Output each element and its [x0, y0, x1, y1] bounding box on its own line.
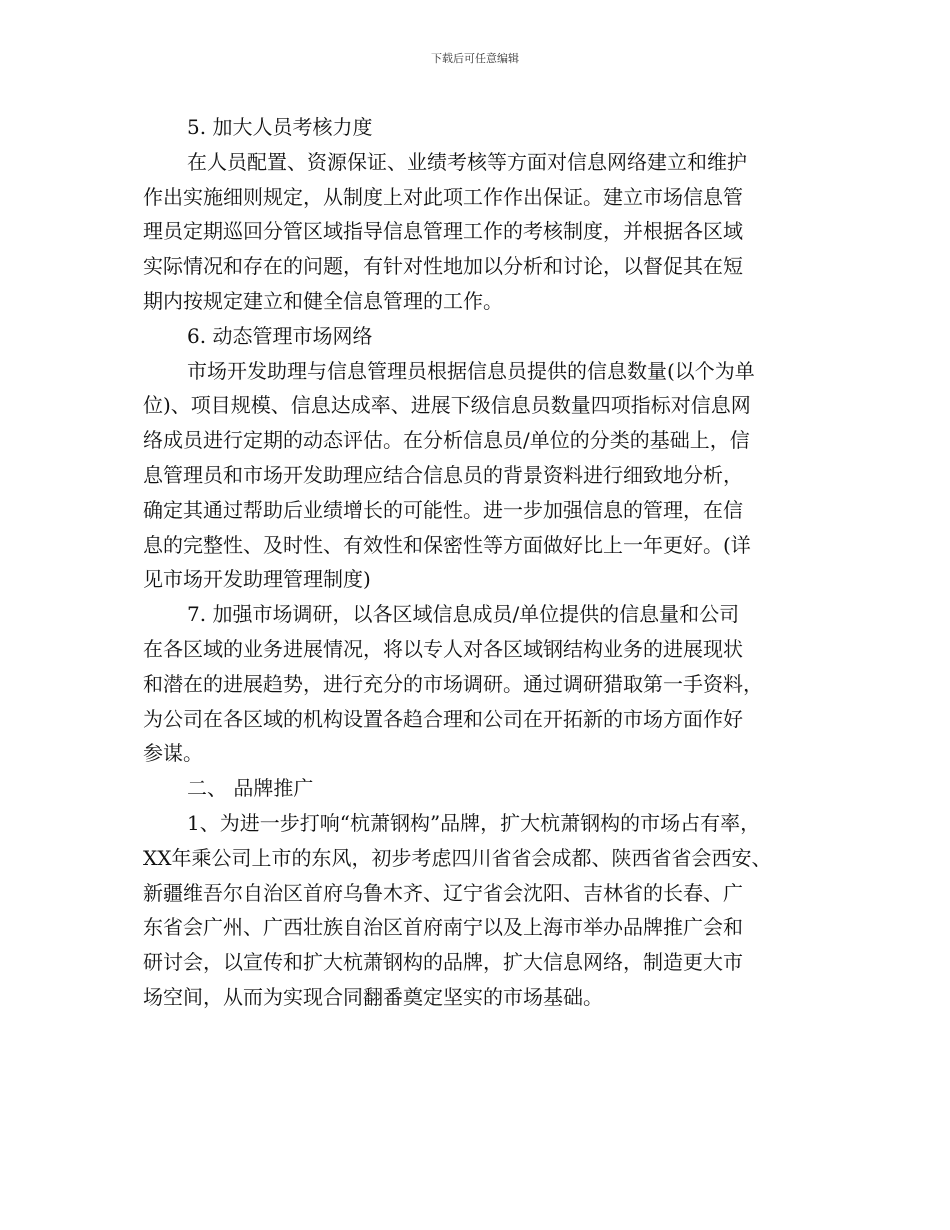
- paragraph-line: 在各区域的业务进展情况，将以专人对各区域钢结构业务的进展现状: [143, 636, 743, 661]
- paragraph-line: 期内按规定建立和健全信息管理的工作。: [143, 288, 503, 313]
- section-heading-5: 5. 加大人员考核力度: [187, 115, 373, 139]
- paragraph-line: 见市场开发助理管理制度): [143, 567, 371, 592]
- chapter-heading-brand-promotion: 二、 品牌推广: [187, 776, 314, 801]
- paragraph-line: 理员定期巡回分管区域指导信息管理工作的考核制度，并根据各区域: [143, 219, 743, 244]
- paragraph-line: 在人员配置、资源保证、业绩考核等方面对信息网络建立和维护: [187, 149, 747, 174]
- paragraph-line: 位)、项目规模、信息达成率、进展下级信息员数量四项指标对信息网: [143, 393, 751, 418]
- paragraph-line: 作出实施细则规定，从制度上对此项工作作出保证。建立市场信息管: [143, 184, 743, 209]
- paragraph-line: 参谋。: [143, 741, 203, 766]
- paragraph-line: 和潜在的进展趋势，进行充分的市场调研。通过调研猎取第一手资料，: [143, 671, 763, 696]
- document-body: [143, 110, 823, 1015]
- paragraph-line: 确定其通过帮助后业绩增长的可能性。进一步加强信息的管理，在信: [143, 497, 743, 522]
- paragraph-line: 息管理员和市场开发助理应结合信息员的背景资料进行细致地分析，: [143, 462, 743, 487]
- paragraph-line: 实际情况和存在的问题，有针对性地加以分析和讨论，以督促其在短: [143, 254, 743, 279]
- paragraph-line: 络成员进行定期的动态评估。在分析信息员/单位的分类的基础上，信: [143, 428, 750, 453]
- paragraph-line: 场空间，从而为实现合同翻番奠定坚实的市场基础。: [143, 984, 603, 1009]
- paragraph-line: 1、为进一步打响“杭萧钢构”品牌，扩大杭萧钢构的市场占有率，: [187, 810, 761, 835]
- paragraph-line: 为公司在各区域的机构设置各趋合理和公司在开拓新的市场方面作好: [143, 706, 743, 731]
- paragraph-line: 东省会广州、广西壮族自治区首府南宁以及上海市举办品牌推广会和: [143, 915, 743, 940]
- paragraph-line: 新疆维吾尔自治区首府乌鲁木齐、辽宁省会沈阳、吉林省的长春、广: [143, 880, 743, 905]
- page-header: 下载后可任意编辑: [431, 52, 519, 65]
- section-heading-6: 6. 动态管理市场网络: [187, 323, 373, 348]
- paragraph-line: XX年乘公司上市的东风，初步考虑四川省省会成都、陕西省省会西安、: [143, 845, 772, 870]
- section-heading-7: 7. 加强市场调研，以各区域信息成员/单位提供的信息量和公司: [187, 602, 740, 627]
- paragraph-line: 研讨会，以宣传和扩大杭萧钢构的品牌，扩大信息网络，制造更大市: [143, 950, 743, 975]
- paragraph-line: 市场开发助理与信息管理员根据信息员提供的信息数量(以个为单: [187, 358, 755, 383]
- paragraph-line: 息的完整性、及时性、有效性和保密性等方面做好比上一年更好。(详: [143, 532, 751, 557]
